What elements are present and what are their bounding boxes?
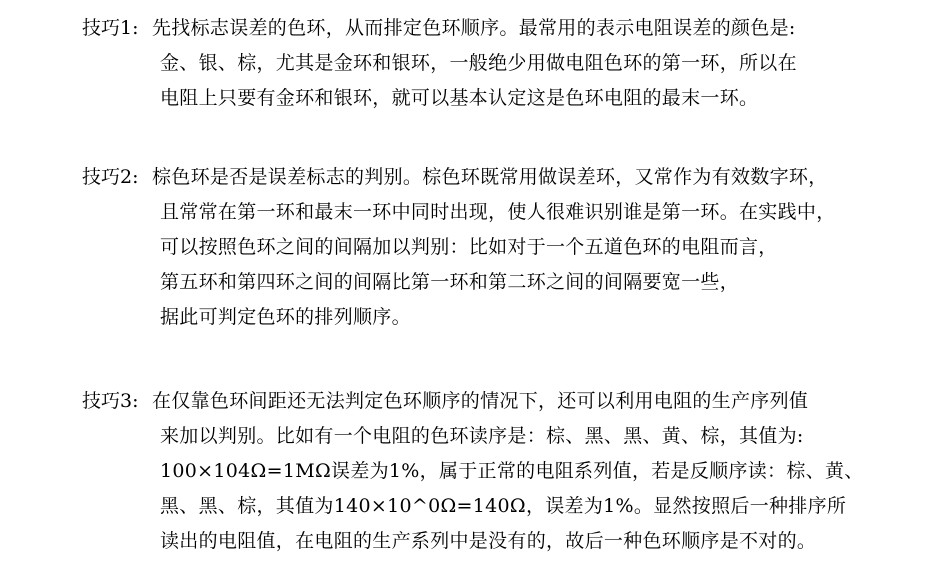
tip-1-line-2: 金、银、棕，尤其是金环和银环，一般绝少用做电阻色环的第一环，所以在 xyxy=(160,52,797,74)
tip-2-line-1: 棕色环是否是误差标志的判别。棕色环既常用做误差环，又常作为有效数字环， xyxy=(152,166,828,188)
tip-2-line-3: 可以按照色环之间的间隔加以判别：比如对于一个五道色环的电阻而言， xyxy=(160,236,778,258)
tip-1-line-3: 电阻上只要有金环和银环，就可以基本认定这是色环电阻的最末一环。 xyxy=(160,87,759,109)
tip-3-line-3: 100×104Ω=1MΩ误差为1%，属于正常的电阻系列值，若是反顺序读：棕、黄、 xyxy=(160,460,864,482)
tip-3-line-2: 来加以判别。比如有一个电阻的色环读序是：棕、黑、黑、黄、棕，其值为: xyxy=(160,425,804,447)
tip-1-line-1: 先找标志误差的色环，从而排定色环顺序。最常用的表示电阻误差的颜色是: xyxy=(152,17,796,39)
tip-2-line-2: 且常常在第一环和最末一环中同时出现，使人很难识别谁是第一环。在实践中， xyxy=(160,201,836,223)
tip-3-label: 技巧3: xyxy=(82,390,139,412)
tip-2-line-4: 第五环和第四环之间的间隔比第一环和第二环之间的间隔要宽一些， xyxy=(160,271,740,293)
tip-3-line-4: 黑、黑、棕，其值为140×10^0Ω=140Ω，误差为1%。显然按照后一种排序所 xyxy=(160,495,847,517)
tip-3-line-1: 在仅靠色环间距还无法判定色环顺序的情况下，还可以利用电阻的生产序列值 xyxy=(152,390,809,412)
tip-1-label: 技巧1: xyxy=(82,17,139,39)
tip-2-line-5: 据此可判定色环的排列顺序。 xyxy=(160,306,411,328)
tip-3-line-5: 读出的电阻值，在电阻的生产系列中是没有的，故后一种色环顺序是不对的。 xyxy=(160,530,817,552)
tip-2-label: 技巧2: xyxy=(82,166,139,188)
